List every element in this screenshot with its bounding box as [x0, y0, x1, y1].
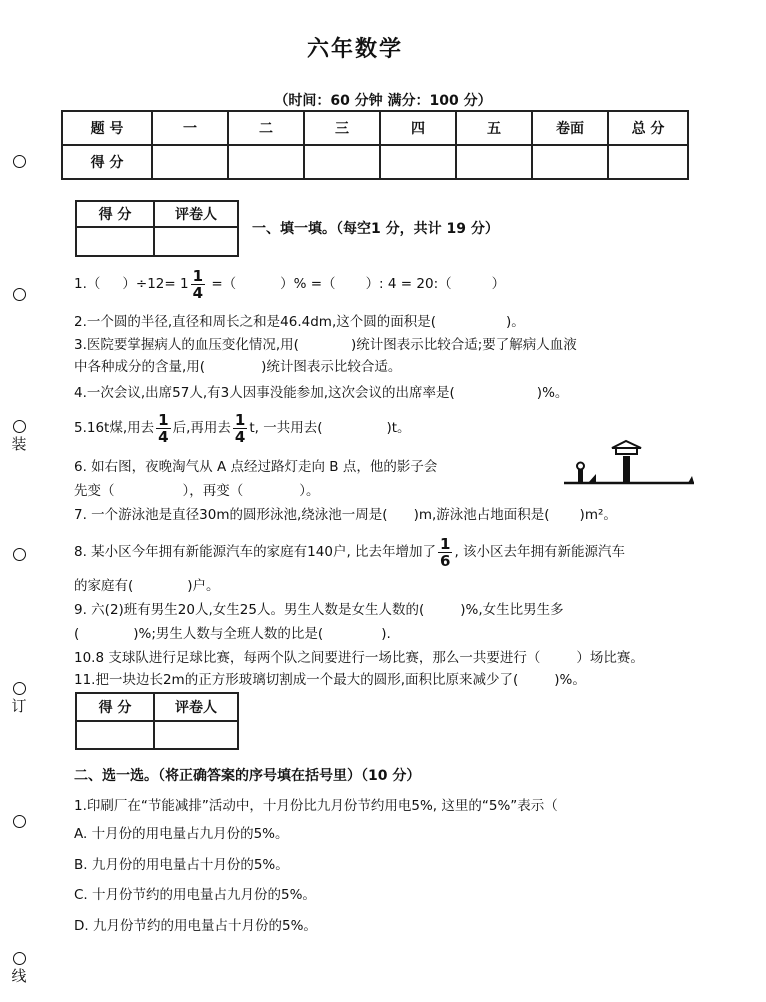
- score-row-label: 得 分: [62, 145, 152, 179]
- ring-icon: [13, 548, 26, 561]
- score-table-header-cell: 四: [380, 111, 456, 145]
- score-input-cell[interactable]: [532, 145, 608, 179]
- binding-hole: [9, 288, 29, 303]
- grader-score-label: 得 分: [76, 201, 154, 227]
- question-2: 2.一个圆的半径,直径和周长之和是46.4dm,这个圆的面积是( )。: [74, 314, 525, 330]
- question-5: 5.16t煤,用去 $\frac{1}{4}$ 后,再用去 $\frac{1}{4}$ t, 一共用去( )t。: [74, 410, 411, 446]
- option-a: A. 十月份的用电量占九月份的5%。: [74, 826, 289, 842]
- binding-hole: [9, 815, 29, 830]
- score-table-header-cell: 一: [152, 111, 228, 145]
- score-input-cell[interactable]: [152, 145, 228, 179]
- binding-hole: [9, 548, 29, 563]
- grader-box: [75, 692, 239, 750]
- question-11: 11.把一块边长2m的正方形玻璃切割成一个最大的圆形,面积比原来减少了( )%。: [74, 672, 586, 688]
- section-2-heading: 二、选一选。（将正确答案的序号填在括号里）（10 分）: [74, 768, 421, 784]
- fraction: $\frac{1}{4}$: [192, 266, 204, 302]
- grader-name-label: 评卷人: [154, 693, 238, 721]
- ring-icon: [13, 952, 26, 965]
- binding-mark-ding: [9, 682, 29, 715]
- question-6-cont: 先变（ ），再变（ ）。: [74, 483, 320, 499]
- score-table-header-cell: 五: [456, 111, 532, 145]
- question-8-cont: 的家庭有( )户。: [74, 578, 220, 594]
- ring-icon: [13, 420, 26, 433]
- question-3-cont: 中各种成分的含量,用( )统计图表示比较合适。: [74, 359, 402, 375]
- option-b: B. 九月份的用电量占十月份的5%。: [74, 857, 289, 873]
- fraction: $\frac{1}{4}$: [234, 410, 246, 446]
- question-4: 4.一次会议,出席57人,有3人因事没能参加,这次会议的出席率是( )%。: [74, 385, 569, 401]
- option-d: D. 九月份节约的用电量占十月份的5%。: [74, 918, 317, 934]
- question-9-cont: ( )%;男生人数与全班人数的比是( ).: [74, 626, 391, 642]
- grader-name-cell[interactable]: [154, 721, 238, 749]
- question-8: 8. 某小区今年拥有新能源汽车的家庭有140户, 比去年增加了 $\frac{1}{6}$ , 该小区去年拥有新能源汽车: [74, 534, 626, 570]
- ring-icon: [13, 682, 26, 695]
- score-input-cell[interactable]: [456, 145, 532, 179]
- grader-score-cell[interactable]: [76, 227, 154, 256]
- fraction: $\frac{1}{4}$: [158, 410, 169, 446]
- binding-hole: [9, 155, 29, 170]
- fraction: $\frac{1}{6}$: [440, 534, 451, 570]
- ring-icon: [13, 155, 26, 168]
- score-table-header-cell: 卷面: [532, 111, 608, 145]
- question-9: 9. 六(2)班有男生20人,女生25人。男生人数是女生人数的( )%,女生比男生多: [74, 602, 564, 618]
- grader-box: [75, 200, 239, 257]
- score-table-header-cell: 二: [228, 111, 304, 145]
- binding-mark-zhuang: [9, 420, 29, 453]
- score-input-cell[interactable]: [380, 145, 456, 179]
- score-table-header-cell: 三: [304, 111, 380, 145]
- score-input-cell[interactable]: [228, 145, 304, 179]
- choice-question-1: 1.印刷厂在“节能减排”活动中，十月份比九月份节约用电5%, 这里的“5%”表示（: [74, 798, 558, 814]
- score-table-header-cell: 题 号: [62, 111, 152, 145]
- question-10: 10.8 支球队进行足球比赛，每两个队之间要进行一场比赛，那么一共要进行（ ）场比赛。: [74, 650, 644, 666]
- binding-mark-xian: [9, 952, 29, 985]
- option-c: C. 十月份节约的用电量占九月份的5%。: [74, 887, 316, 903]
- exam-info: （时间：60 分钟 满分：100 分）: [274, 93, 492, 109]
- score-input-cell[interactable]: [608, 145, 688, 179]
- page-title: 六年数学: [306, 37, 403, 62]
- margin-label: 线: [11, 967, 27, 985]
- question-7: 7. 一个游泳池是直径30m的圆形泳池,绕泳池一周是( )m,游泳池占地面积是( )m²。: [74, 507, 617, 523]
- margin-label: 订: [11, 697, 27, 715]
- ring-icon: [13, 288, 26, 301]
- grader-name-cell[interactable]: [154, 227, 238, 256]
- question-1: 1.（ ）÷12= 1 $\frac{1}{4}$ =（ ）% =（ ）: 4 = 20:（ ）: [74, 266, 506, 302]
- score-input-cell[interactable]: [304, 145, 380, 179]
- ring-icon: [13, 815, 26, 828]
- question-3: 3.医院要掌握病人的血压变化情况,用( )统计图表示比较合适;要了解病人血液: [74, 337, 577, 353]
- street-lamp-figure-icon: [560, 438, 700, 490]
- score-table: [61, 110, 689, 180]
- grader-name-label: 评卷人: [154, 201, 238, 227]
- section-1-heading: 一、填一填。（每空1 分，共计 19 分）: [252, 221, 499, 237]
- grader-score-label: 得 分: [76, 693, 154, 721]
- question-6: 6. 如右图，夜晚淘气从 A 点经过路灯走向 B 点，他的影子会: [74, 459, 438, 475]
- score-table-header-cell: 总 分: [608, 111, 688, 145]
- margin-label: 装: [11, 435, 27, 453]
- grader-score-cell[interactable]: [76, 721, 154, 749]
